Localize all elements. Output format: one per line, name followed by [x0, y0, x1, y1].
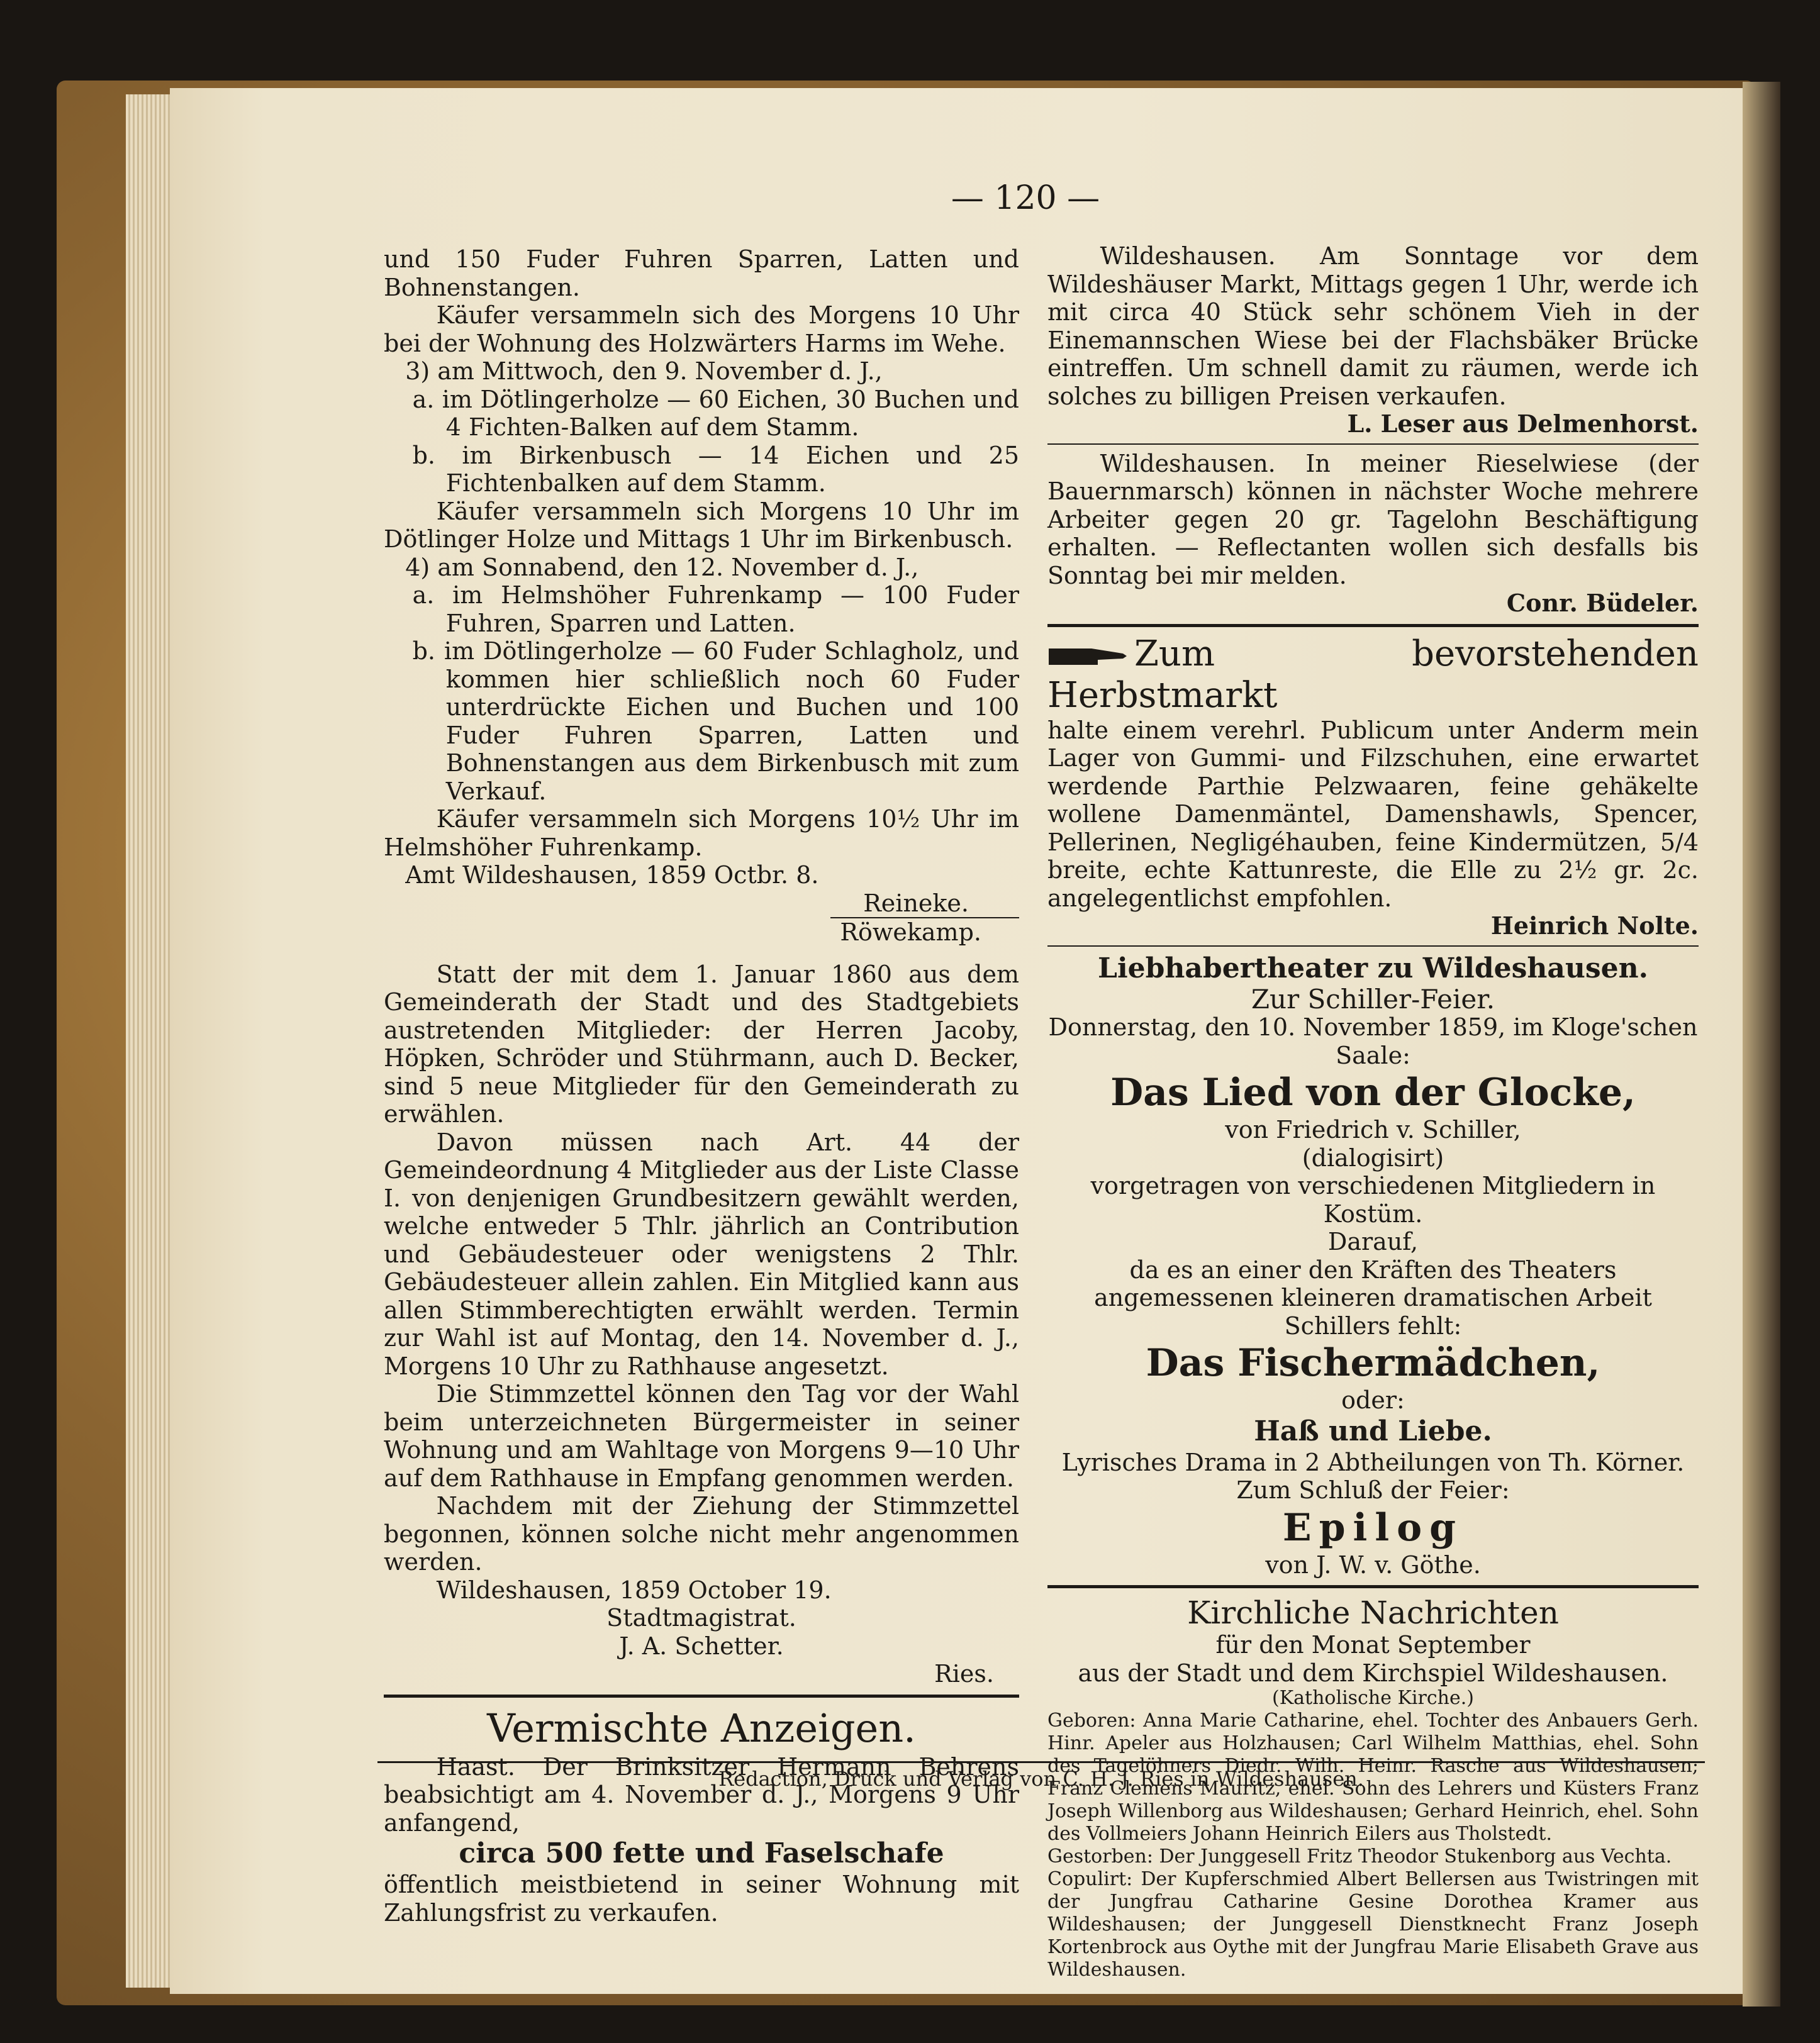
left-para: a. im Helmshöher Fuhrenkamp — 100 Fuder Fuhren, Sparren und Latten.	[412, 581, 1019, 637]
left-para: circa 500 fette und Faselschafe	[459, 1837, 944, 1869]
play-title: Epilog	[1282, 1505, 1464, 1550]
right-para: Wildeshausen. Am Sonntage vor dem Wildeshäuser Markt, Mittags gegen 1 Uhr, werde ich mit circa 40 Stück sehr schönem Vieh in der Einemannschen Wiese bei der Flachsbäker Brücke eintreffen. Um schnell damit zu räumen, werde ich solches zu billigen Preisen verkaufen.	[1047, 242, 1699, 410]
divider	[1047, 945, 1699, 947]
church-entry: Gestorben: Der Junggesell Fritz Theodor Stukenborg aus Vechta.	[1047, 1845, 1672, 1868]
right-para: vorgetragen von verschiedenen Mitgliedern in Kostüm.	[1090, 1172, 1656, 1228]
left-para: b. im Birkenbusch — 14 Eichen und 25 Fichtenbalken auf dem Stamm.	[412, 441, 1019, 497]
section-heading: Vermischte Anzeigen.	[487, 1705, 916, 1751]
right-para: Lyrisches Drama in 2 Abtheilungen von Th. Körner.	[1061, 1448, 1685, 1476]
theatre-subheading: Zur Schiller-Feier.	[1251, 983, 1495, 1015]
left-para: Statt der mit dem 1. Januar 1860 aus dem Gemeinderath der Stadt und des Stadtgebiets austretenden Mitglieder: der Herren Jacoby, Höpken, Schröder und Stührmann, auch D. Becker, sind 5 neue Mitglieder für den Gemeinderath zu erwählen.	[384, 960, 1019, 1128]
church-entry: Geboren: Anna Marie Catharine, ehel. Tochter des Anbauers Gerh. Hinr. Apeler aus Holzhausen; Carl Wilhelm Matthias, ehel. Sohn des Tagelöhners Diedr. Wilh. Heinr. Rasche aus Wildeshausen; Franz Clemens Mauritz, ehel. Sohn des Lehrers und Küsters Franz Joseph Willenborg aus Wildeshausen; Gerhard Heinrich, ehel. Sohn des Vollmeiers Johann Heinrich Eilers aus Tholstedt.	[1047, 1710, 1699, 1845]
right-para: Wildeshausen. In meiner Rieselwiese (der Bauernmarsch) können in nächster Woche mehrere Arbeiter gegen 20 gr. Tagelohn Beschäftigung erhalten. — Reflectanten wollen sich desfalls bis Sonntag bei mir melden.	[1047, 449, 1699, 589]
church-heading: Kirchliche Nachrichten	[1187, 1595, 1559, 1631]
signature: L. Leser aus Delmenhorst.	[1347, 409, 1699, 438]
left-para: 4) am Sonnabend, den 12. November d. J.,	[405, 553, 919, 581]
signature: Reineke.	[863, 889, 969, 917]
left-para: a. im Dötlingerholze — 60 Eichen, 30 Buchen und 4 Fichten-Balken auf dem Stamm.	[412, 385, 1019, 441]
left-para: Käufer versammeln sich Morgens 10 Uhr im Dötlinger Holze und Mittags 1 Uhr im Birkenbusch.	[384, 497, 1019, 553]
book-gutter	[1743, 82, 1780, 2007]
left-para: Käufer versammeln sich des Morgens 10 Uhr bei der Wohnung des Holzwärters Harms im Wehe.	[384, 301, 1019, 357]
left-para: 3) am Mittwoch, den 9. November d. J.,	[405, 357, 883, 385]
right-para: aus der Stadt und dem Kirchspiel Wildeshausen.	[1078, 1659, 1668, 1687]
ad-heading: Zum bevorstehenden Herbstmarkt	[1047, 633, 1699, 716]
right-column	[1047, 242, 1699, 1981]
right-para: da es an einer den Kräften des Theaters angemessenen kleineren dramatischen Arbeit Schillers fehlt:	[1094, 1255, 1652, 1340]
left-para: Amt Wildeshausen, 1859 Octbr. 8.	[405, 861, 819, 889]
pointing-hand-icon	[1047, 643, 1129, 669]
section-rule	[384, 1695, 1019, 1698]
right-para: Darauf,	[1327, 1228, 1419, 1255]
signature: Conr. Büdeler.	[1506, 589, 1699, 617]
right-para: Zum Schluß der Feier:	[1236, 1476, 1510, 1504]
divider	[1047, 624, 1699, 627]
left-para: Käufer versammeln sich Morgens 10½ Uhr im Helmshöher Fuhrenkamp.	[384, 805, 1019, 861]
left-para: b. im Dötlingerholze — 60 Fuder Schlagholz, und kommen hier schließlich noch 60 Fuder unterdrückte Eichen und Buchen und 100 Fuder Fuhren Sparren, Latten und Bohnenstangen aus dem Birkenbusch mit zum Verkauf.	[412, 637, 1019, 805]
imprint-footer: Redaction, Druck und Verlag von C. H. J. Ries in Wildeshausen.	[377, 1761, 1705, 1791]
page-number: — 120 —	[951, 179, 1100, 217]
left-para: Davon müssen nach Art. 44 der Gemeindeordnung 4 Mitglieder aus der Liste Classe I. von denjenigen Grundbesitzern gewählt werden, welche entweder 5 Thlr. jährlich an Contribution und Gebäudesteuer oder wenigstens 2 Thlr. Gebäudesteuer allein zahlen. Ein Mitglied kann aus allen Stimmberechtigten erwählt werden. Termin zur Wahl ist auf Montag, den 14. November d. J., Morgens 10 Uhr zu Rathhause angesetzt.	[384, 1128, 1019, 1380]
signature: Ries.	[934, 1660, 994, 1688]
right-para: von Friedrich v. Schiller,	[1225, 1116, 1521, 1144]
signature: Heinrich Nolte.	[1490, 911, 1699, 940]
divider	[1047, 443, 1699, 445]
right-para: von J. W. v. Göthe.	[1265, 1550, 1481, 1579]
right-para: Donnerstag, den 10. November 1859, im Kloge'schen Saale:	[1048, 1013, 1698, 1069]
left-para: und 150 Fuder Fuhren Sparren, Latten und Bohnenstangen.	[384, 245, 1019, 301]
left-para: Nachdem mit der Ziehung der Stimmzettel begonnen, können solche nicht mehr angenommen werden.	[384, 1492, 1019, 1576]
right-para: halte einem verehrl. Publicum unter Anderm mein Lager von Gummi- und Filzschuhen, eine erwartet werdende Parthie Pelzwaaren, feine gehäkelte wollene Damenmäntel, Damenshawls, Spencer, Pellerinen, Negligéhauben, feine Kindermützen, 5/4 breite, echte Kattunreste, die Elle zu 2½ gr. 2c. angelegentlichst empfohlen.	[1047, 716, 1699, 912]
left-para: öffentlich meistbietend in seiner Wohnung mit Zahlungsfrist zu verkaufen.	[384, 1871, 1019, 1927]
play-subtitle: Haß und Liebe.	[1254, 1415, 1492, 1447]
left-para: Die Stimmzettel können den Tag vor der Wahl beim unterzeichneten Bürgermeister in seiner Wohnung und am Wahltage von Morgens 9—10 Uhr auf dem Rathhause in Empfang genommen werden.	[384, 1380, 1019, 1492]
church-entry: Copulirt: Der Kupferschmied Albert Bellersen aus Twistringen mit der Jungfrau Catharine Gesine Dorothea Kramer aus Wildeshausen; der Junggesell Dienstknecht Franz Joseph Kortenbrock aus Oythe mit der Jungfrau Marie Elisabeth Grave aus Wildeshausen.	[1047, 1868, 1699, 1981]
play-title: Das Fischermädchen,	[1146, 1341, 1600, 1385]
signature: Röwekamp.	[840, 918, 981, 946]
right-para: für den Monat September	[1215, 1631, 1531, 1659]
left-para: Wildeshausen, 1859 October 19.	[436, 1576, 832, 1604]
divider	[1047, 1585, 1699, 1588]
theatre-heading: Liebhabertheater zu Wildeshausen.	[1098, 952, 1648, 984]
right-para: (dialogisirt)	[1302, 1144, 1444, 1172]
left-column	[384, 245, 1019, 1927]
left-para: Stadtmagistrat.	[606, 1604, 796, 1632]
left-para: Haast. Der Brinksitzer Hermann Behrens beabsichtigt am 4. November d. J., Morgens 9 Uhr anfangend,	[384, 1752, 1019, 1837]
play-title: Das Lied von der Glocke,	[1110, 1071, 1636, 1115]
right-para: oder:	[1341, 1386, 1405, 1414]
right-para: (Katholische Kirche.)	[1272, 1687, 1474, 1709]
signature: J. A. Schetter.	[619, 1632, 784, 1660]
